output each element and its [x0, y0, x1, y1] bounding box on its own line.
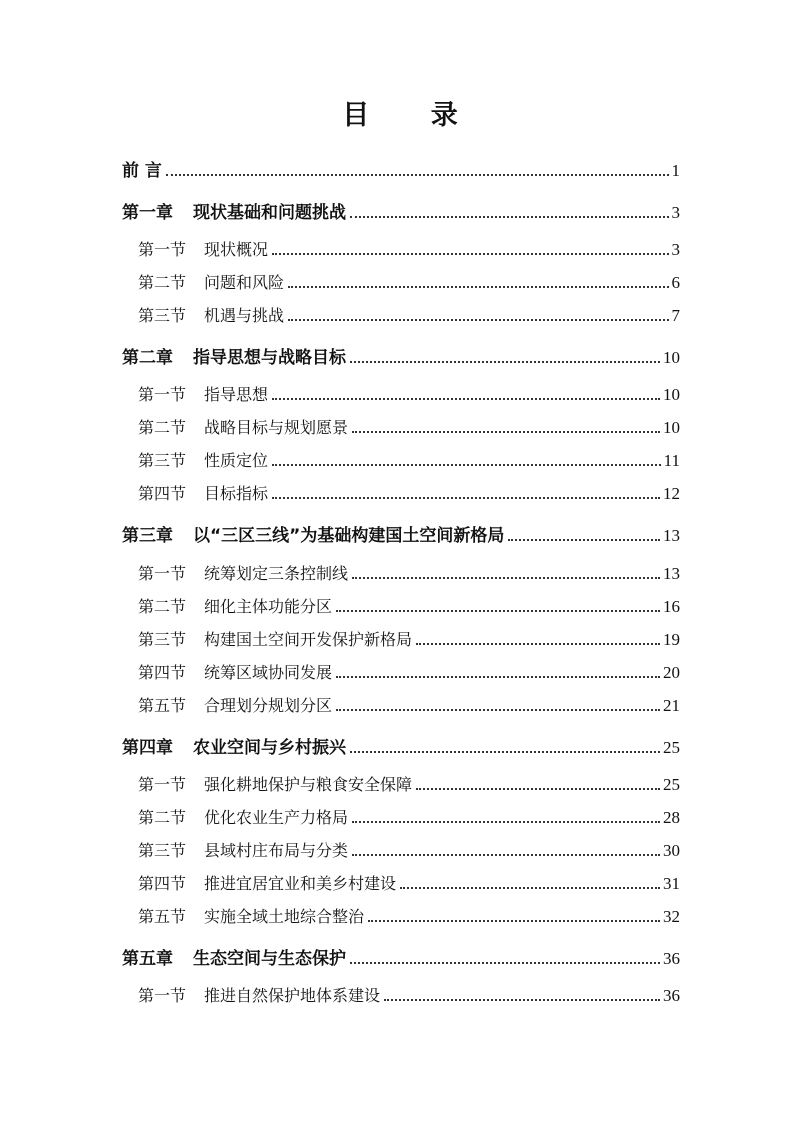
toc-entry-title: 机遇与挑战 [204, 306, 285, 325]
toc-entry-label [138, 772, 412, 795]
toc-page-number: 20 [663, 663, 680, 682]
toc-entry-number: 第五节 [138, 907, 187, 926]
toc-dot-leader [350, 962, 660, 964]
toc-dot-leader [350, 361, 660, 363]
toc-entry-title: 优化农业生产力格局 [204, 808, 349, 827]
toc-dot-leader [336, 610, 660, 612]
toc-entry-title: 农业空间与乡村振兴 [193, 738, 346, 758]
toc-entry-title: 县域村庄布局与分类 [204, 841, 349, 860]
toc-page-number: 36 [663, 986, 680, 1005]
toc-page-number: 1 [671, 161, 680, 180]
toc-page-number: 21 [663, 696, 680, 715]
toc-page-number: 3 [671, 203, 680, 222]
toc-dot-leader [384, 999, 660, 1001]
toc-page-number: 25 [663, 775, 680, 794]
toc-entry-number: 第四章 [122, 738, 173, 758]
toc-section-entry[interactable] [0, 298, 800, 326]
toc-entry-number: 第五章 [122, 949, 173, 969]
toc-entry-label [138, 871, 396, 894]
toc-entry-number: 第一节 [138, 986, 187, 1005]
toc-section-entry[interactable] [0, 833, 800, 861]
toc-entry-label [138, 481, 268, 504]
toc-entry-title: 问题和风险 [204, 273, 285, 292]
toc-dot-leader [288, 286, 668, 288]
toc-entry-number: 第二节 [138, 597, 187, 616]
toc-entry-title: 强化耕地保护与粮食安全保障 [204, 775, 413, 794]
toc-section-entry[interactable] [0, 443, 800, 471]
toc-entry-number: 第一章 [122, 203, 173, 223]
toc-entry-number: 第三节 [138, 630, 187, 649]
toc-dot-leader [272, 497, 660, 499]
toc-section-entry[interactable] [0, 410, 800, 438]
toc-page-number: 3 [671, 240, 680, 259]
toc-entry-label [122, 156, 162, 181]
toc-entry-title: 以“三区三线”为基础构建国土空间新格局 [193, 526, 505, 546]
toc-dot-leader [336, 709, 660, 711]
toc-dot-leader [352, 854, 660, 856]
toc-entry-label [138, 270, 284, 293]
toc-page-number: 36 [663, 949, 680, 968]
toc-entry-title: 推进自然保护地体系建设 [204, 986, 381, 1005]
toc-section-entry[interactable] [0, 767, 800, 795]
toc-dot-leader [352, 431, 660, 433]
toc-entry-label [138, 805, 348, 828]
toc-entry-number: 第三节 [138, 306, 187, 325]
toc-entry-title: 指导思想与战略目标 [193, 348, 346, 368]
toc-page-number: 13 [663, 564, 680, 583]
toc-dot-leader [350, 216, 669, 218]
toc-entry-number: 第一节 [138, 385, 187, 404]
toc-dot-leader [416, 788, 660, 790]
toc-dot-leader [508, 539, 660, 541]
toc-section-entry[interactable] [0, 232, 800, 260]
toc-entry-label [138, 660, 332, 683]
toc-section-entry[interactable] [0, 800, 800, 828]
toc-entry-label [138, 693, 332, 716]
toc-dot-leader [272, 464, 661, 466]
toc-entry-title: 生态空间与生态保护 [193, 949, 346, 969]
toc-section-entry[interactable] [0, 655, 800, 683]
toc-chapter-entry[interactable] [0, 153, 800, 181]
toc-entry-label [138, 627, 412, 650]
toc-chapter-entry[interactable] [0, 730, 800, 758]
toc-section-entry[interactable] [0, 556, 800, 584]
toc-dot-leader [166, 174, 669, 176]
toc-page-number: 10 [663, 418, 680, 437]
toc-entry-title: 实施全域土地综合整治 [204, 907, 365, 926]
toc-page-number: 7 [671, 306, 680, 325]
toc-entry-label [138, 838, 348, 861]
toc-entry-label [122, 733, 346, 758]
toc-dot-leader [350, 751, 660, 753]
toc-entry-title: 目标指标 [204, 484, 269, 503]
toc-section-entry[interactable] [0, 978, 800, 1006]
toc-page-number: 32 [663, 907, 680, 926]
toc-section-entry[interactable] [0, 899, 800, 927]
toc-section-entry[interactable] [0, 476, 800, 504]
toc-section-entry[interactable] [0, 589, 800, 617]
toc-section-entry[interactable] [0, 377, 800, 405]
toc-entry-number: 第三节 [138, 841, 187, 860]
toc-entry-number: 第二节 [138, 273, 187, 292]
toc-entry-number: 第五节 [138, 696, 187, 715]
toc-entry-label [138, 448, 268, 471]
toc-page-number: 10 [663, 385, 680, 404]
toc-entry-label [122, 198, 346, 223]
toc-entry-label [138, 237, 268, 260]
toc-entry-number: 第一节 [138, 240, 187, 259]
toc-section-entry[interactable] [0, 866, 800, 894]
toc-dot-leader [272, 253, 668, 255]
toc-entry-number: 前 言 [122, 161, 162, 181]
toc-entry-title: 统筹划定三条控制线 [204, 564, 349, 583]
toc-entry-number: 第四节 [138, 484, 187, 503]
toc-entry-title: 构建国土空间开发保护新格局 [204, 630, 413, 649]
toc-entry-label [122, 521, 504, 546]
toc-page-number: 28 [663, 808, 680, 827]
toc-entry-label [138, 382, 268, 405]
toc-entry-number: 第二节 [138, 418, 187, 437]
toc-entry-number: 第二章 [122, 348, 173, 368]
toc-entry-number: 第三章 [122, 526, 173, 546]
toc-page-number: 6 [671, 273, 680, 292]
toc-entry-label [138, 904, 364, 927]
page-title: 目 录 [342, 100, 484, 131]
toc-entry-label [138, 303, 284, 326]
toc-dot-leader [400, 887, 660, 889]
toc-page-number: 19 [663, 630, 680, 649]
toc-entry-title: 性质定位 [204, 451, 269, 470]
toc-entry-title: 统筹区域协同发展 [204, 663, 333, 682]
toc-dot-leader [272, 398, 660, 400]
toc-chapter-entry[interactable] [0, 195, 800, 223]
toc-entry-title: 战略目标与规划愿景 [204, 418, 349, 437]
toc-entry-label [138, 983, 380, 1006]
toc-chapter-entry[interactable] [0, 340, 800, 368]
toc-dot-leader [336, 676, 660, 678]
toc-entry-number: 第一节 [138, 564, 187, 583]
toc-page-number: 16 [663, 597, 680, 616]
toc-page-number: 12 [663, 484, 680, 503]
toc-entry-number: 第三节 [138, 451, 187, 470]
toc-entry-title: 细化主体功能分区 [204, 597, 333, 616]
toc-page-number: 30 [663, 841, 680, 860]
toc-dot-leader [416, 643, 660, 645]
toc-page-number: 10 [663, 348, 680, 367]
toc-page-number: 13 [663, 526, 680, 545]
toc-entry-title: 现状概况 [204, 240, 269, 259]
toc-entry-number: 第四节 [138, 663, 187, 682]
toc-entry-label [138, 415, 348, 438]
toc-entry-title: 合理划分规划分区 [204, 696, 333, 715]
toc-entry-number: 第一节 [138, 775, 187, 794]
toc-entry-label [122, 343, 346, 368]
toc-entry-number: 第二节 [138, 808, 187, 827]
toc-dot-leader [288, 319, 668, 321]
toc-entry-label [138, 561, 348, 584]
toc-entry-number: 第四节 [138, 874, 187, 893]
toc-entry-label [122, 944, 346, 969]
toc-dot-leader [368, 920, 660, 922]
toc-section-entry[interactable] [0, 265, 800, 293]
toc-entry-title: 指导思想 [204, 385, 269, 404]
toc-dot-leader [352, 577, 660, 579]
toc-page-number: 31 [663, 874, 680, 893]
toc-entry-label [138, 594, 332, 617]
toc-section-entry[interactable] [0, 688, 800, 716]
toc-entry-title: 推进宜居宜业和美乡村建设 [204, 874, 397, 893]
toc-dot-leader [352, 821, 660, 823]
toc-chapter-entry[interactable] [0, 518, 800, 546]
toc-page-number: 11 [663, 451, 680, 470]
toc-section-entry[interactable] [0, 622, 800, 650]
toc-page-number: 25 [663, 738, 680, 757]
toc-chapter-entry[interactable] [0, 941, 800, 969]
toc-entry-title: 现状基础和问题挑战 [193, 203, 346, 223]
